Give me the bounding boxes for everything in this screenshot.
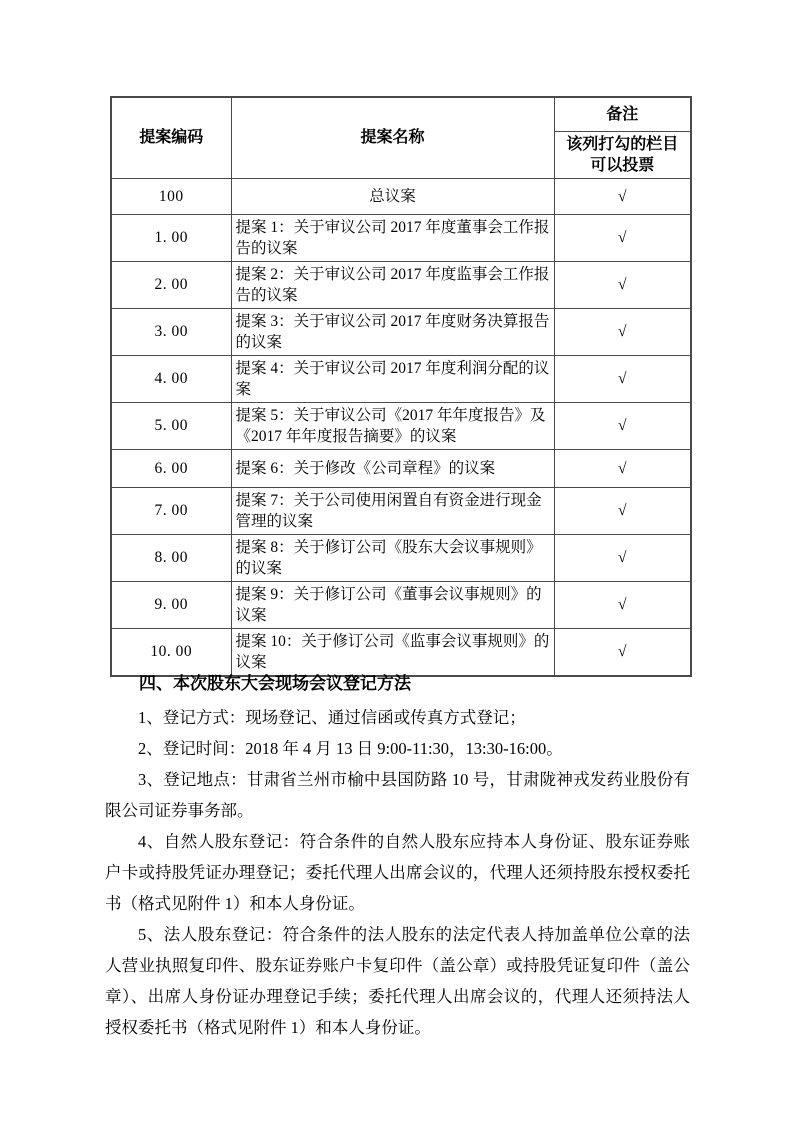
proposal-code-cell: 100 <box>111 178 231 214</box>
proposal-name-cell: 提案 5：关于审议公司《2017 年年度报告》及《2017 年年度报告摘要》的议案 <box>231 402 554 449</box>
paragraph-registration-place: 3、登记地点：甘肃省兰州市榆中县国防路 10 号，甘肃陇神戎发药业股份有限公司证券事务部。 <box>105 770 690 820</box>
table-row <box>111 355 691 402</box>
proposal-code-cell: 7. 00 <box>111 487 231 534</box>
table-row <box>111 308 691 355</box>
table-row <box>111 487 691 534</box>
vote-checkmark-cell: √ <box>554 581 691 628</box>
vote-checkmark-cell: √ <box>554 628 691 676</box>
table-row <box>111 214 691 261</box>
proposals-table-header <box>111 97 691 178</box>
proposal-name-cell: 提案 7：关于公司使用闲置自有资金进行现金管理的议案 <box>231 487 554 534</box>
proposal-code-cell: 5. 00 <box>111 402 231 449</box>
vote-checkmark-cell: √ <box>554 214 691 261</box>
proposal-code-cell: 2. 00 <box>111 261 231 308</box>
proposal-name-cell: 提案 1：关于审议公司 2017 年度董事会工作报告的议案 <box>231 214 554 261</box>
proposal-code-cell: 1. 00 <box>111 214 231 261</box>
proposal-name-cell: 提案 4：关于审议公司 2017 年度利润分配的议案 <box>231 355 554 402</box>
vote-checkmark-cell: √ <box>554 308 691 355</box>
proposal-name-cell: 提案 8：关于修订公司《股东大会议事规则》的议案 <box>231 534 554 581</box>
proposals-table <box>110 96 692 677</box>
table-row <box>111 534 691 581</box>
proposal-name-cell: 提案 3：关于审议公司 2017 年度财务决算报告的议案 <box>231 308 554 355</box>
proposal-code-cell: 4. 00 <box>111 355 231 402</box>
section-heading: 四、本次股东大会现场会议登记方法 <box>139 674 411 693</box>
proposal-name-cell: 提案 6：关于修改《公司章程》的议案 <box>231 449 554 487</box>
vote-checkmark-cell: √ <box>554 487 691 534</box>
vote-checkmark-cell: √ <box>554 402 691 449</box>
proposal-code-cell: 10. 00 <box>111 628 231 676</box>
proposal-name-cell: 提案 10：关于修订公司《监事会议事规则》的议案 <box>231 628 554 676</box>
proposal-name-cell: 总议案 <box>231 178 554 214</box>
proposal-code-cell: 8. 00 <box>111 534 231 581</box>
vote-checkmark-cell: √ <box>554 534 691 581</box>
table-row <box>111 261 691 308</box>
table-row <box>111 449 691 487</box>
paragraph-natural-person-registration: 4、自然人股东登记：符合条件的自然人股东应持本人身份证、股东证券账户卡或持股凭证办理登记；委托代理人出席会议的，代理人还须持股东授权委托书（格式见附件 1）和本人身份证。 <box>105 832 690 913</box>
header-proposal-code: 提案编码 <box>111 97 231 178</box>
table-row <box>111 178 691 214</box>
proposal-code-cell: 6. 00 <box>111 449 231 487</box>
table-row <box>111 402 691 449</box>
vote-checkmark-cell: √ <box>554 178 691 214</box>
header-remark: 备注 <box>554 97 691 131</box>
vote-checkmark-cell: √ <box>554 449 691 487</box>
header-remark-note: 该列打勾的栏目可以投票 <box>554 131 691 178</box>
proposals-table-body <box>111 178 691 676</box>
vote-checkmark-cell: √ <box>554 261 691 308</box>
proposal-name-cell: 提案 2：关于审议公司 2017 年度监事会工作报告的议案 <box>231 261 554 308</box>
table-row <box>111 581 691 628</box>
proposal-code-cell: 3. 00 <box>111 308 231 355</box>
vote-checkmark-cell: √ <box>554 355 691 402</box>
proposal-name-cell: 提案 9：关于修订公司《董事会议事规则》的议案 <box>231 581 554 628</box>
proposal-code-cell: 9. 00 <box>111 581 231 628</box>
header-proposal-name: 提案名称 <box>231 97 554 178</box>
registration-section <box>105 668 690 1043</box>
paragraph-registration-time: 2、登记时间：2018 年 4 月 13 日 9:00-11:30，13:30-16:00。 <box>138 739 563 758</box>
paragraph-legal-person-registration: 5、法人股东登记：符合条件的法人股东的法定代表人持加盖单位公章的法人营业执照复印件、股东证券账户卡复印件（盖公章）或持股凭证复印件（盖公章）、出席人身份证办理登记手续；委托代理人出席会议的，代理人还须持法人授权委托书（格式见附件 1）和本人身份证。 <box>105 925 690 1037</box>
paragraph-registration-method: 1、登记方式：现场登记、通过信函或传真方式登记； <box>138 708 526 727</box>
